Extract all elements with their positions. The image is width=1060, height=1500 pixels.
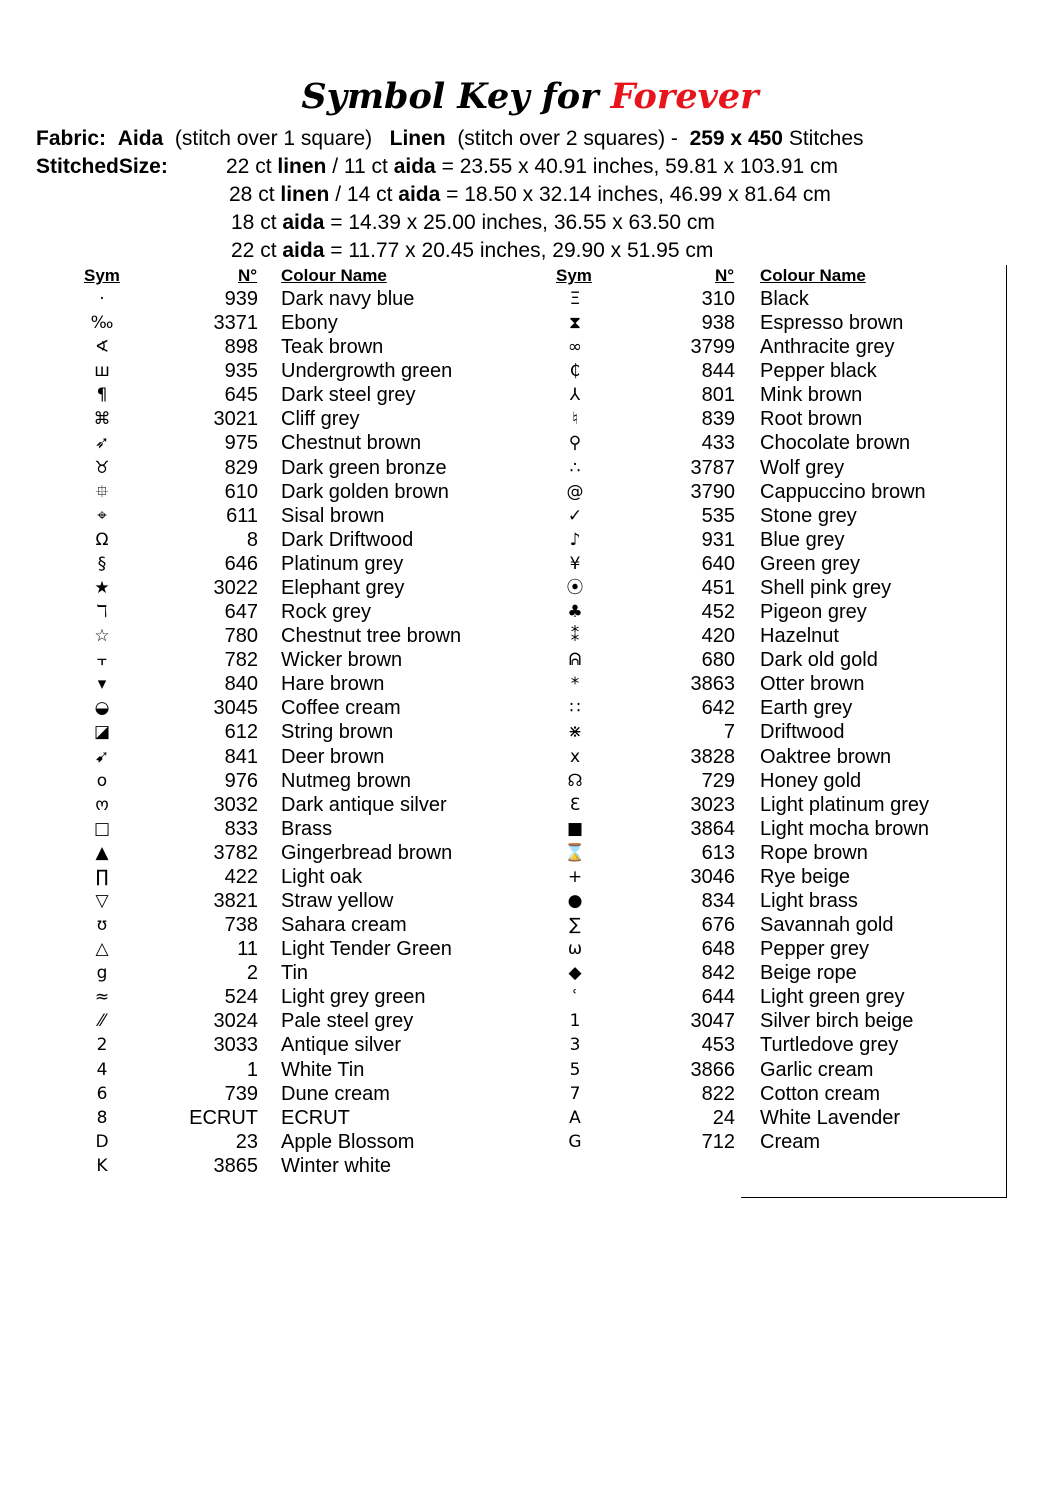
symbol-glyph: @ [566, 481, 584, 502]
thread-number: 780 [224, 625, 258, 648]
colour-name: Cliff grey [281, 408, 360, 431]
colour-name: Winter white [281, 1154, 392, 1177]
colour-name: Turtledove grey [760, 1034, 899, 1057]
colour-name: Dark steel grey [281, 384, 416, 407]
left-header-num: N° [238, 266, 258, 285]
symbol-glyph: A [569, 1107, 581, 1128]
thread-number: 11 [237, 938, 258, 961]
thread-number: 833 [224, 817, 258, 840]
symbol-glyph: ◪ [93, 722, 111, 743]
colour-name: Sahara cream [281, 914, 407, 937]
symbol-glyph: ♮ [571, 409, 579, 430]
symbol-glyph: ⅄ [569, 385, 581, 406]
colour-name: Light green grey [760, 986, 905, 1009]
symbol-glyph: ♪ [569, 529, 581, 550]
thread-number: 844 [701, 360, 735, 383]
thread-number: 842 [701, 962, 735, 985]
left-header-sym: Sym [84, 266, 120, 285]
thread-number: 676 [701, 914, 735, 937]
symbol-glyph: ⚲ [568, 433, 582, 454]
right-border-line [1006, 265, 1007, 1197]
symbol-glyph: ➶ [94, 433, 110, 454]
symbol-glyph: ☆ [94, 626, 110, 647]
colour-name: Espresso brown [760, 312, 904, 335]
colour-name: Dune cream [281, 1082, 390, 1105]
symbol-glyph: + [567, 866, 583, 887]
symbol-glyph: ⌖ [97, 505, 107, 526]
thread-number: 935 [224, 360, 258, 383]
symbol-glyph: ⧗ [569, 313, 581, 334]
symbol-glyph: ♉ [94, 457, 110, 478]
colour-name: Cappuccino brown [760, 480, 926, 503]
colour-name: Light brass [760, 890, 858, 912]
stitched-size-line [231, 239, 713, 263]
colour-name: ECRUT [281, 1106, 350, 1129]
colour-name: Chocolate brown [760, 432, 911, 455]
symbol-glyph: ℸ [96, 602, 108, 623]
colour-name: Savannah gold [760, 914, 894, 937]
stitched-size-line [231, 211, 715, 235]
thread-number: 453 [701, 1034, 735, 1057]
thread-number: 420 [701, 625, 735, 648]
bottom-border-line [741, 1197, 1007, 1198]
symbol-glyph: ʊ [96, 915, 108, 936]
fabric-aida: Aida [117, 127, 164, 150]
symbol-glyph: ■ [566, 818, 584, 839]
colour-name: Deer brown [281, 745, 385, 768]
thread-number: 3865 [213, 1154, 258, 1177]
thread-number: 3371 [213, 312, 258, 335]
thread-number: 3821 [213, 890, 258, 912]
symbol-glyph: ▲ [95, 842, 109, 863]
symbol-glyph: ∢ [94, 337, 110, 358]
symbol-glyph: ◆ [568, 963, 582, 984]
symbol-glyph: ≈ [94, 987, 110, 1008]
colour-name: Straw yellow [281, 890, 394, 912]
symbol-glyph: ш [94, 361, 110, 382]
thread-number: 3022 [213, 576, 258, 599]
page-title [0, 76, 1060, 117]
thread-number: 3045 [213, 697, 258, 720]
fabric-label: Fabric: [36, 127, 107, 150]
thread-number: 738 [224, 914, 258, 937]
symbol-glyph: ₵ [569, 361, 581, 382]
symbol-glyph: ⦿ [566, 577, 584, 598]
symbol-glyph: ▽ [95, 891, 109, 911]
thread-number: 3782 [213, 841, 258, 864]
colour-name: White Tin [281, 1058, 365, 1081]
ss-dimensions: = 14.39 x 25.00 inches, 36.55 x 63.50 cm [330, 211, 715, 234]
symbol-glyph: 7 [569, 1083, 581, 1104]
colour-name: Gingerbread brown [281, 841, 453, 864]
symbol-glyph: 1 [569, 1011, 581, 1032]
colour-name: Antique silver [281, 1034, 402, 1057]
colour-name: Shell pink grey [760, 576, 892, 599]
ss-dimensions: = 11.77 x 20.45 inches, 29.90 x 51.95 cm [330, 239, 714, 262]
ss-fabric: linen [280, 183, 330, 206]
colour-name: Earth grey [760, 697, 853, 720]
colour-name: Nutmeg brown [281, 769, 412, 792]
thread-number: 610 [224, 480, 258, 503]
colour-name: Dark green bronze [281, 456, 447, 479]
colour-name: Hare brown [281, 673, 385, 696]
colour-name: Undergrowth green [281, 360, 453, 383]
colour-name: Cream [760, 1130, 821, 1153]
colour-name: Ebony [281, 312, 338, 335]
thread-number: 840 [224, 673, 258, 696]
thread-number: 3023 [690, 793, 735, 816]
ss-dimensions: = 18.50 x 32.14 inches, 46.99 x 81.64 cm [446, 183, 831, 206]
fabric-linen: Linen [389, 127, 446, 150]
stitch-count-suffix: Stitches [788, 127, 864, 150]
symbol-glyph: ∏ [95, 866, 109, 887]
thread-number: 433 [701, 432, 735, 455]
colour-name: Elephant grey [281, 576, 405, 599]
thread-number: 938 [701, 312, 735, 335]
thread-number: 898 [224, 336, 258, 359]
colour-name: Honey gold [760, 769, 862, 792]
symbol-glyph: ∴ [569, 457, 581, 478]
right-header-num: N° [715, 266, 735, 285]
thread-number: 782 [224, 649, 258, 672]
symbol-glyph: ∷ [569, 698, 581, 719]
colour-name: Rock grey [281, 601, 372, 624]
colour-name: Apple Blossom [281, 1130, 415, 1153]
symbol-glyph: ➹ [94, 746, 110, 767]
symbol-glyph: Ɛ [569, 794, 581, 815]
colour-name: Stone grey [760, 504, 857, 527]
ss-fabric: aida [282, 239, 325, 262]
thread-number: 646 [224, 552, 258, 575]
fabric-linen-note: (stitch over 2 squares) - [457, 127, 678, 150]
thread-number: ECRUT [189, 1106, 258, 1129]
thread-number: 24 [712, 1106, 735, 1129]
thread-number: 839 [701, 408, 735, 431]
right-header-name: Colour Name [760, 266, 866, 285]
colour-name: Black [760, 288, 809, 310]
thread-number: 310 [701, 288, 735, 310]
symbol-glyph: ⌘ [93, 409, 111, 430]
ss-dimensions: = 23.55 x 40.91 inches, 59.81 x 103.91 cm [441, 155, 838, 178]
ss-count: 22 ct [231, 239, 277, 262]
ss-count-2: / 11 ct [332, 155, 388, 178]
colour-name: Light platinum grey [760, 793, 929, 816]
right-header-sym: Sym [556, 266, 592, 285]
thread-number: 3024 [213, 1010, 258, 1033]
thread-number: 975 [224, 432, 258, 455]
colour-name: Driftwood [760, 721, 845, 744]
thread-number: 3033 [213, 1034, 258, 1057]
symbol-glyph: ⫟ [96, 650, 108, 671]
symbol-glyph: o [96, 770, 108, 791]
symbol-glyph: □ [93, 818, 111, 839]
thread-number: 524 [224, 986, 258, 1009]
thread-number: 612 [224, 721, 258, 744]
thread-number: 642 [701, 697, 735, 720]
symbol-glyph: g [96, 963, 108, 984]
thread-number: 739 [224, 1082, 258, 1105]
thread-number: 3046 [690, 865, 735, 888]
thread-number: 841 [224, 745, 258, 768]
colour-name: Cotton cream [760, 1082, 881, 1105]
colour-name: Oaktree brown [760, 745, 892, 768]
thread-number: 1 [246, 1058, 258, 1081]
symbol-glyph: § [97, 553, 107, 574]
thread-number: 647 [224, 601, 258, 624]
colour-name: Dark golden brown [281, 480, 449, 503]
symbol-glyph: △ [95, 939, 109, 960]
ss-count-2: / 14 ct [335, 183, 393, 206]
thread-number: 613 [701, 841, 735, 864]
symbol-glyph: ★ [94, 577, 110, 598]
thread-number: 645 [224, 384, 258, 407]
colour-name: Light mocha brown [760, 817, 929, 840]
fabric-aida-note: (stitch over 1 square) [174, 127, 373, 150]
symbol-glyph: ¶ [96, 385, 108, 406]
symbol-glyph: 2 [96, 1035, 108, 1056]
symbol-glyph: ▾ [97, 674, 107, 695]
thread-number: 829 [224, 456, 258, 479]
thread-number: 976 [224, 769, 258, 792]
symbol-glyph: · [99, 289, 105, 309]
colour-name: Dark old gold [760, 649, 878, 672]
fabric-line [36, 127, 864, 151]
colour-name: Garlic cream [760, 1058, 874, 1081]
thread-number: 3047 [690, 1010, 735, 1033]
thread-number: 644 [701, 986, 735, 1009]
colour-name: Dark navy blue [281, 288, 415, 310]
colour-name: Anthracite grey [760, 336, 895, 359]
left-header-name: Colour Name [281, 266, 387, 285]
stitched-size-label: StitchedSize: [36, 155, 168, 178]
colour-name: Teak brown [281, 336, 384, 359]
thread-number: 3799 [690, 336, 735, 359]
thread-number: 3021 [213, 408, 258, 431]
colour-name: Brass [281, 817, 333, 840]
thread-number: 648 [701, 938, 735, 961]
thread-number: 3790 [690, 480, 735, 503]
colour-name: String brown [281, 721, 394, 744]
thread-number: 8 [246, 528, 258, 551]
symbol-glyph: ✓ [567, 505, 583, 526]
thread-number: 3032 [213, 793, 258, 816]
symbol-glyph: 4 [96, 1059, 108, 1080]
ss-count: 18 ct [231, 211, 277, 234]
symbol-glyph: ⁄⁄ [99, 1011, 105, 1032]
symbol-glyph: x [569, 746, 581, 767]
symbol-glyph: ☊ [567, 770, 583, 791]
symbol-glyph: 8 [96, 1107, 108, 1128]
thread-number: 712 [701, 1130, 735, 1153]
thread-number: 3863 [690, 673, 735, 696]
ss-fabric-2: aida [393, 155, 436, 178]
symbol-glyph: ‰ [90, 313, 114, 334]
thread-number: 2 [246, 962, 258, 985]
colour-name: Rye beige [760, 865, 851, 888]
ss-fabric: aida [282, 211, 325, 234]
thread-number: 680 [701, 649, 735, 672]
thread-number: 834 [701, 890, 735, 912]
thread-number: 3866 [690, 1058, 735, 1081]
colour-name: Pepper black [760, 360, 877, 383]
symbol-glyph: ¥ [569, 553, 581, 574]
thread-number: 939 [224, 288, 258, 310]
ss-count: 22 ct [226, 155, 272, 178]
symbol-glyph: * [570, 674, 580, 695]
symbol-glyph: ω [567, 939, 583, 960]
thread-number: 451 [701, 576, 735, 599]
thread-number: 822 [701, 1082, 735, 1105]
colour-name: White Lavender [760, 1106, 901, 1129]
stitched-size-line [226, 155, 838, 179]
symbol-glyph: ♣ [567, 602, 583, 623]
colour-name: Wicker brown [281, 649, 403, 672]
thread-number: 3864 [690, 817, 735, 840]
symbol-glyph: ⋇ [567, 722, 583, 743]
symbol-glyph: Ω [95, 529, 109, 550]
thread-number: 3828 [690, 745, 735, 768]
colour-name: Light Tender Green [281, 938, 452, 961]
symbol-glyph: ო [95, 794, 109, 815]
thread-number: 611 [226, 504, 258, 527]
ss-count: 28 ct [229, 183, 275, 206]
title-prefix: Symbol Key for [301, 76, 599, 117]
colour-name: Light grey green [281, 986, 426, 1009]
thread-number: 23 [235, 1130, 258, 1153]
colour-name: Chestnut tree brown [281, 625, 462, 648]
ss-fabric: linen [277, 155, 327, 178]
symbol-glyph: G [568, 1131, 582, 1152]
colour-name: Otter brown [760, 673, 865, 696]
thread-number: 3787 [690, 456, 735, 479]
thread-number: 422 [224, 865, 258, 888]
symbol-glyph: 3 [569, 1035, 581, 1056]
colour-name: Beige rope [760, 962, 857, 985]
symbol-glyph: Ξ [569, 289, 581, 309]
symbol-glyph: ⌛ [564, 842, 586, 863]
colour-name: Rope brown [760, 841, 868, 864]
thread-number: 931 [701, 528, 735, 551]
symbol-glyph: ᕱ [568, 650, 582, 671]
symbol-glyph: ∞ [567, 337, 583, 358]
symbol-glyph: ◒ [94, 698, 110, 719]
colour-name: Chestnut brown [281, 432, 422, 455]
colour-name: Coffee cream [281, 697, 401, 720]
title-pattern-name: Forever [610, 76, 759, 117]
stitched-size-line [229, 183, 831, 207]
colour-name: Light oak [281, 865, 363, 888]
thread-number: 535 [701, 504, 735, 527]
colour-name: Platinum grey [281, 552, 404, 575]
symbol-glyph: ∑ [569, 915, 581, 936]
thread-number: 729 [701, 769, 735, 792]
colour-name: Mink brown [760, 384, 863, 407]
stitch-count: 259 x 450 [689, 127, 783, 150]
symbol-glyph: ʿ [572, 987, 578, 1008]
colour-name: Dark antique silver [281, 793, 447, 816]
colour-name: Blue grey [760, 528, 845, 551]
symbol-glyph: ● [567, 891, 583, 911]
colour-name: Sisal brown [281, 504, 385, 527]
symbol-glyph: K [96, 1155, 108, 1176]
colour-name: Pigeon grey [760, 601, 867, 624]
colour-name: Tin [281, 962, 309, 985]
colour-name: Silver birch beige [760, 1010, 914, 1033]
symbol-glyph: D [95, 1131, 109, 1152]
colour-name: Green grey [760, 552, 861, 575]
colour-name: Dark Driftwood [281, 528, 414, 551]
ss-fabric-2: aida [398, 183, 441, 206]
colour-name: Hazelnut [760, 625, 839, 648]
thread-number: 7 [723, 721, 735, 744]
colour-name: Pepper grey [760, 938, 869, 961]
symbol-glyph: 6 [96, 1083, 108, 1104]
colour-name: Root brown [760, 408, 863, 431]
symbol-glyph: ⁑ [570, 626, 580, 647]
thread-number: 640 [701, 552, 735, 575]
thread-number: 801 [701, 384, 735, 407]
colour-name: Wolf grey [760, 456, 845, 479]
colour-name: Pale steel grey [281, 1010, 414, 1033]
symbol-glyph: ⯐ [95, 481, 109, 502]
symbol-glyph: 5 [569, 1059, 581, 1080]
thread-number: 452 [701, 601, 735, 624]
